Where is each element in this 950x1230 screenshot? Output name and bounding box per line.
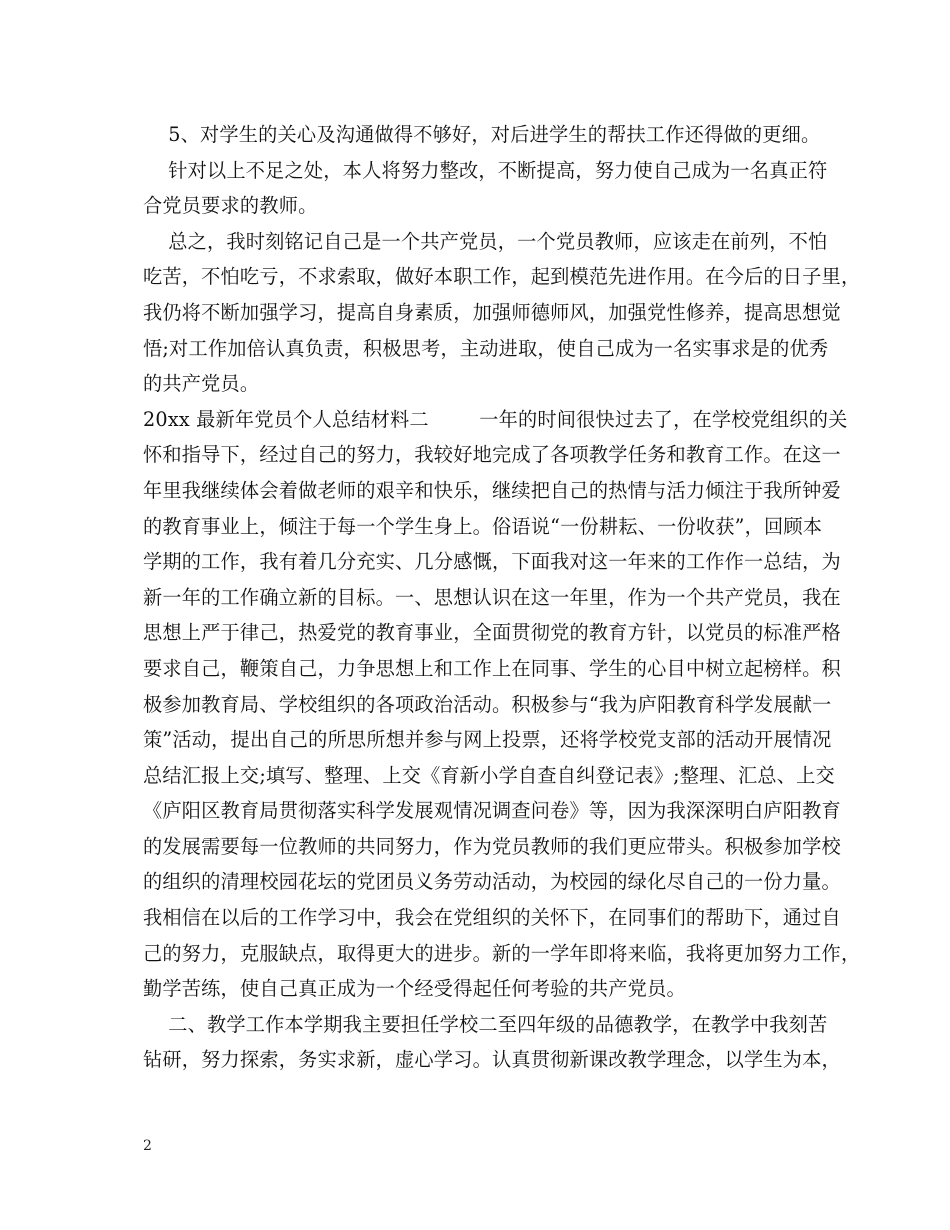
text-line: 己的努力，克服缺点，取得更大的进步。新的一学年即将来临，我将更加努力工作， <box>143 941 861 965</box>
text-line: 5、对学生的关心及沟通做得不够好，对后进学生的帮扶工作还得做的更细。 <box>143 123 821 146</box>
text-line: 我相信在以后的工作学习中，我会在党组织的关怀下，在同事们的帮助下，通过自 <box>143 906 841 930</box>
text-line: 的组织的清理校园花坛的党团员义务劳动活动，为校园的绿化尽自己的一份力量。 <box>143 870 841 894</box>
text-line: 《庐阳区教育局贯彻落实科学发展观情况调查问卷》等，因为我深深明白庐阳教育 <box>143 799 841 823</box>
text-line: 的共产党员。 <box>143 372 260 396</box>
text-line: 钻研，努力探索，务实求新，虚心学习。认真贯彻新课改教学理念，以学生为本， <box>143 1048 841 1072</box>
text-line: 的教育事业上，倾注于每一个学生身上。俗语说“一份耕耘、一份收获”，回顾本 <box>143 514 823 538</box>
text-line: 的发展需要每一位教师的共同努力，作为党员教师的我们更应带头。积极参加学校 <box>143 834 841 858</box>
text-line: 二、教学工作本学期我主要担任学校二至四年级的品德教学，在教学中我刻苦 <box>143 1012 828 1036</box>
document-body <box>143 117 861 1078</box>
text-line: 策”活动，提出自己的所思所想并参与网上投票，还将学校党支部的活动开展情况 <box>143 728 832 752</box>
text-line: 合党员要求的教师。 <box>143 194 318 218</box>
text-line: 怀和指导下，经过自己的努力，我较好地完成了各项教学任务和教育工作。在这一 <box>143 443 841 467</box>
page-number: 2 <box>143 1138 152 1154</box>
text-line: 年里我继续体会着做老师的艰辛和快乐，继续把自己的热情与活力倾注于我所钟爱 <box>143 478 841 502</box>
text-line: 针对以上不足之处，本人将努力整改，不断提高，努力使自己成为一名真正符 <box>143 158 828 182</box>
text-line: 新一年的工作确立新的目标。一、思想认识在这一年里，作为一个共产党员，我在 <box>143 585 841 609</box>
text-line: 吃苦，不怕吃亏，不求索取，做好本职工作，起到模范先进作用。在今后的日子里， <box>143 265 861 289</box>
text-line: 我仍将不断加强学习，提高自身素质，加强师德师风，加强党性修养，提高思想觉 <box>143 300 841 324</box>
text-line: 思想上严于律己，热爱党的教育事业，全面贯彻党的教育方针，以党员的标准严格 <box>143 621 841 645</box>
body-text <box>143 117 861 1078</box>
text-line: 勤学苦练，使自己真正成为一个经受得起任何考验的共产党员。 <box>143 977 686 1001</box>
text-line: 总之，我时刻铭记自己是一个共产党员，一个党员教师，应该走在前列，不怕 <box>143 229 828 253</box>
text-line: 20xx 最新年党员个人总结材料二 一年的时间很快过去了，在学校党组织的关 <box>143 407 848 431</box>
text-line: 悟;对工作加倍认真负责，积极思考，主动进取，使自己成为一名实事求是的优秀 <box>143 336 829 360</box>
text-line: 要求自己，鞭策自己，力争思想上和工作上在同事、学生的心目中树立起榜样。积 <box>143 656 841 680</box>
text-line: 总结汇报上交;填写、整理、上交《育新小学自查自纠登记表》;整理、汇总、上交 <box>143 763 835 787</box>
text-line: 极参加教育局、学校组织的各项政治活动。积极参与“我为庐阳教育科学发展献一 <box>143 692 832 716</box>
text-line: 学期的工作，我有着几分充实、几分感慨，下面我对这一年来的工作作一总结，为 <box>143 550 841 574</box>
